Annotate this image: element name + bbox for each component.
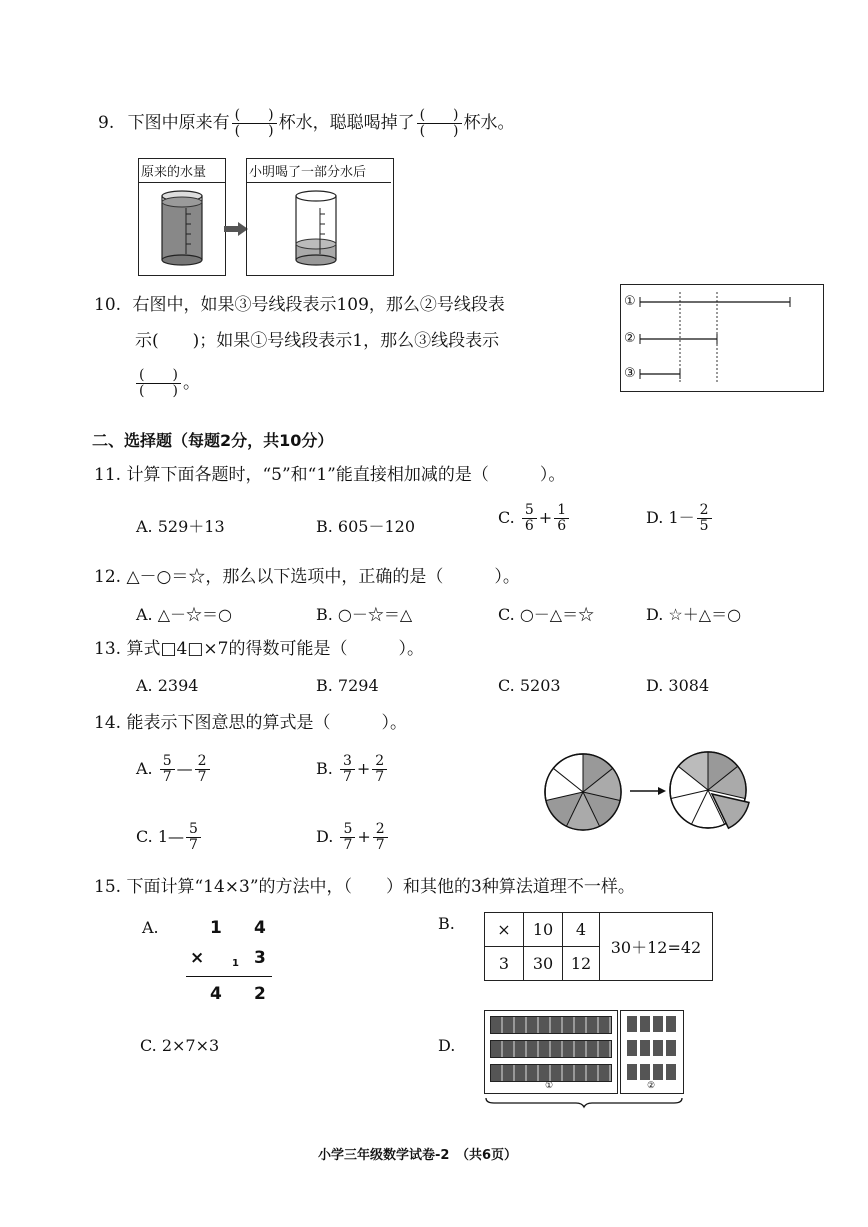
q9-cup-full xyxy=(160,188,204,268)
q11-d-frac xyxy=(697,503,712,534)
grid-result: 30＋12=42 xyxy=(600,913,713,981)
grid-cell: 10 xyxy=(524,913,563,947)
q9-panel2-title: 小明喝了一部分水后 xyxy=(247,159,391,183)
q10-label-3: ③ xyxy=(624,366,636,381)
q10-line2-wrap xyxy=(135,330,499,352)
q14-c1-num: 5 xyxy=(189,821,198,837)
grid-cell: 3 xyxy=(485,947,524,981)
q15-b-label: B. xyxy=(438,914,455,933)
q15-d-label-2: ② xyxy=(647,1081,656,1091)
q12-option-d: D. ☆＋△＝○ xyxy=(646,605,742,624)
q10-end: 。 xyxy=(182,373,200,393)
q14-c-label: C. xyxy=(136,827,153,846)
q10-label-1: ① xyxy=(624,294,636,309)
question-15: 15. 下面计算“14×3”的方法中，（ ）和其他的3种算法道理不一样。 xyxy=(94,877,635,897)
q14-b1-num: 3 xyxy=(342,753,352,769)
ten-rod xyxy=(490,1016,612,1034)
q15-v-r2: 3 xyxy=(254,948,266,968)
q15-blocks-tens xyxy=(484,1010,618,1094)
arrow-icon xyxy=(224,222,248,236)
question-10 xyxy=(94,294,505,316)
q14-b-frac1 xyxy=(340,754,355,785)
q9-cup-after xyxy=(294,188,338,268)
q14-b1-den: 7 xyxy=(340,769,355,785)
q15-v-r1-1: 1 xyxy=(210,918,222,938)
q14-option-d xyxy=(316,822,390,853)
q13-option-c: C. 5203 xyxy=(498,676,561,695)
q13-option-a: A. 2394 xyxy=(136,676,199,695)
q14-pie-after xyxy=(668,750,752,834)
q15-brace xyxy=(484,1096,684,1108)
q14-d2-den: 7 xyxy=(373,837,388,853)
q15-option-c: C. 2×7×3 xyxy=(140,1036,220,1055)
grid-cell: 12 xyxy=(563,947,600,981)
q12-option-a: A. △－☆＝○ xyxy=(136,605,232,624)
q14-a-label: A. xyxy=(136,759,153,778)
q11-option-b: B. 605－120 xyxy=(316,517,416,536)
q10-fraction xyxy=(136,368,181,399)
q11-c-frac1 xyxy=(522,503,537,534)
q14-c-pre: 1— xyxy=(157,827,185,846)
q9-text-b: 杯水，聪聪喝掉了 xyxy=(278,113,415,133)
q15-v-rule xyxy=(186,976,272,977)
q14-option-c xyxy=(136,822,203,853)
q11-c-label: C. xyxy=(498,508,515,527)
q14-d2-num: 2 xyxy=(375,821,385,837)
q15-v-carry: 1 xyxy=(232,958,239,969)
q10-f-den: ( ) xyxy=(136,383,181,399)
q10-number: 10. xyxy=(94,295,122,315)
q12-option-c: C. ○－△＝☆ xyxy=(498,605,595,624)
question-12: 12. △－○＝☆，那么以下选项中，正确的是（ ）。 xyxy=(94,567,520,587)
q9-text-c: 杯水。 xyxy=(463,113,515,133)
q15-v-res-1: 4 xyxy=(210,984,222,1004)
q14-a-op: — xyxy=(176,759,193,778)
q15-a-label: A. xyxy=(142,918,159,937)
q13-option-b: B. 7294 xyxy=(316,676,379,695)
unit-cubes xyxy=(627,1064,677,1080)
q9-text-a: 下图中原来有 xyxy=(127,113,230,133)
q11-option-c xyxy=(498,503,571,534)
q11-c-frac2 xyxy=(554,503,569,534)
q11-c1-den: 6 xyxy=(522,518,537,534)
q15-vertical-calc xyxy=(186,918,272,1010)
q14-option-b xyxy=(316,754,389,785)
q13-option-d: D. 3084 xyxy=(646,676,710,695)
grid-cell: 30 xyxy=(524,947,563,981)
q14-a1-den: 7 xyxy=(160,769,175,785)
question-14: 14. 能表示下图意思的算式是（ ）。 xyxy=(94,713,407,733)
q9-fraction-1 xyxy=(232,108,277,139)
q14-a2-num: 2 xyxy=(197,753,207,769)
q14-option-a xyxy=(136,754,212,785)
q9-f1-num: ( ) xyxy=(234,107,274,123)
q9-f1-den: ( ) xyxy=(232,123,277,139)
page-footer: 小学三年级数学试卷-2 （共6页） xyxy=(318,1148,517,1163)
q15-v-res-2: 2 xyxy=(254,984,266,1004)
q14-d-frac1 xyxy=(340,822,355,853)
q14-d1-den: 7 xyxy=(340,837,355,853)
q15-v-op: × xyxy=(190,948,205,968)
q11-c2-den: 6 xyxy=(554,518,569,534)
q14-d1-num: 5 xyxy=(343,821,353,837)
q11-d1-num: 2 xyxy=(699,502,709,518)
ten-rod xyxy=(490,1040,612,1058)
q14-c-frac xyxy=(186,822,201,853)
q14-c1-den: 7 xyxy=(186,837,201,853)
grid-cell: 4 xyxy=(563,913,600,947)
arrow-right-icon xyxy=(630,786,666,796)
q14-pie-before xyxy=(543,752,623,832)
q9-number: 9. xyxy=(98,113,115,133)
q11-c-op: + xyxy=(538,508,553,527)
ten-rod xyxy=(490,1064,612,1082)
q14-b2-num: 2 xyxy=(375,753,385,769)
unit-cubes xyxy=(627,1040,677,1056)
q14-b-op: + xyxy=(356,759,371,778)
q14-b-frac2 xyxy=(372,754,387,785)
q10-line2: 示( )；如果①号线段表示1，那么③线段表示 xyxy=(135,331,500,351)
q15-d-label: D. xyxy=(438,1036,456,1055)
q9-panel1-title: 原来的水量 xyxy=(139,159,225,183)
q11-d-label: D. xyxy=(646,508,664,527)
q10-label-2: ② xyxy=(624,331,636,346)
q10-line3-wrap xyxy=(134,368,200,399)
q9-f2-num: ( ) xyxy=(419,107,459,123)
q14-b2-den: 7 xyxy=(372,769,387,785)
q14-a2-den: 7 xyxy=(195,769,210,785)
q15-v-r1-2: 4 xyxy=(254,918,266,938)
grid-cell: × xyxy=(485,913,524,947)
q11-d-pre: 1－ xyxy=(668,508,695,527)
q12-option-b: B. ○－☆＝△ xyxy=(316,605,413,624)
section-2-title: 二、选择题（每题2分，共10分） xyxy=(92,431,334,450)
q14-d-frac2 xyxy=(373,822,388,853)
q15-d-label-1: ① xyxy=(545,1081,554,1091)
q14-a-frac2 xyxy=(195,754,210,785)
q14-d-label: D. xyxy=(316,827,334,846)
q11-option-d xyxy=(646,503,714,534)
q15-blocks-ones xyxy=(620,1010,684,1094)
q10-f-num: ( ) xyxy=(139,367,178,383)
q15-multiplication-grid xyxy=(484,912,713,981)
question-9 xyxy=(98,108,515,139)
q11-c1-num: 5 xyxy=(524,502,534,518)
q10-line1: 右图中，如果③号线段表示109，那么②号线段表 xyxy=(132,295,505,315)
question-13: 13. 算式□4□×7的得数可能是（ ）。 xyxy=(94,639,424,659)
q9-f2-den: ( ) xyxy=(417,123,462,139)
question-11: 11. 计算下面各题时，“5”和“1”能直接相加减的是（ ）。 xyxy=(94,465,566,485)
q9-fraction-2 xyxy=(417,108,462,139)
q14-a-frac1 xyxy=(160,754,175,785)
q14-b-label: B. xyxy=(316,759,333,778)
q14-d-op: + xyxy=(357,827,371,846)
unit-cubes xyxy=(627,1016,677,1032)
q11-c2-num: 1 xyxy=(557,502,567,518)
q11-d1-den: 5 xyxy=(697,518,712,534)
q10-segments xyxy=(620,284,822,390)
q14-a1-num: 5 xyxy=(162,753,172,769)
q11-option-a: A. 529＋13 xyxy=(136,517,225,536)
